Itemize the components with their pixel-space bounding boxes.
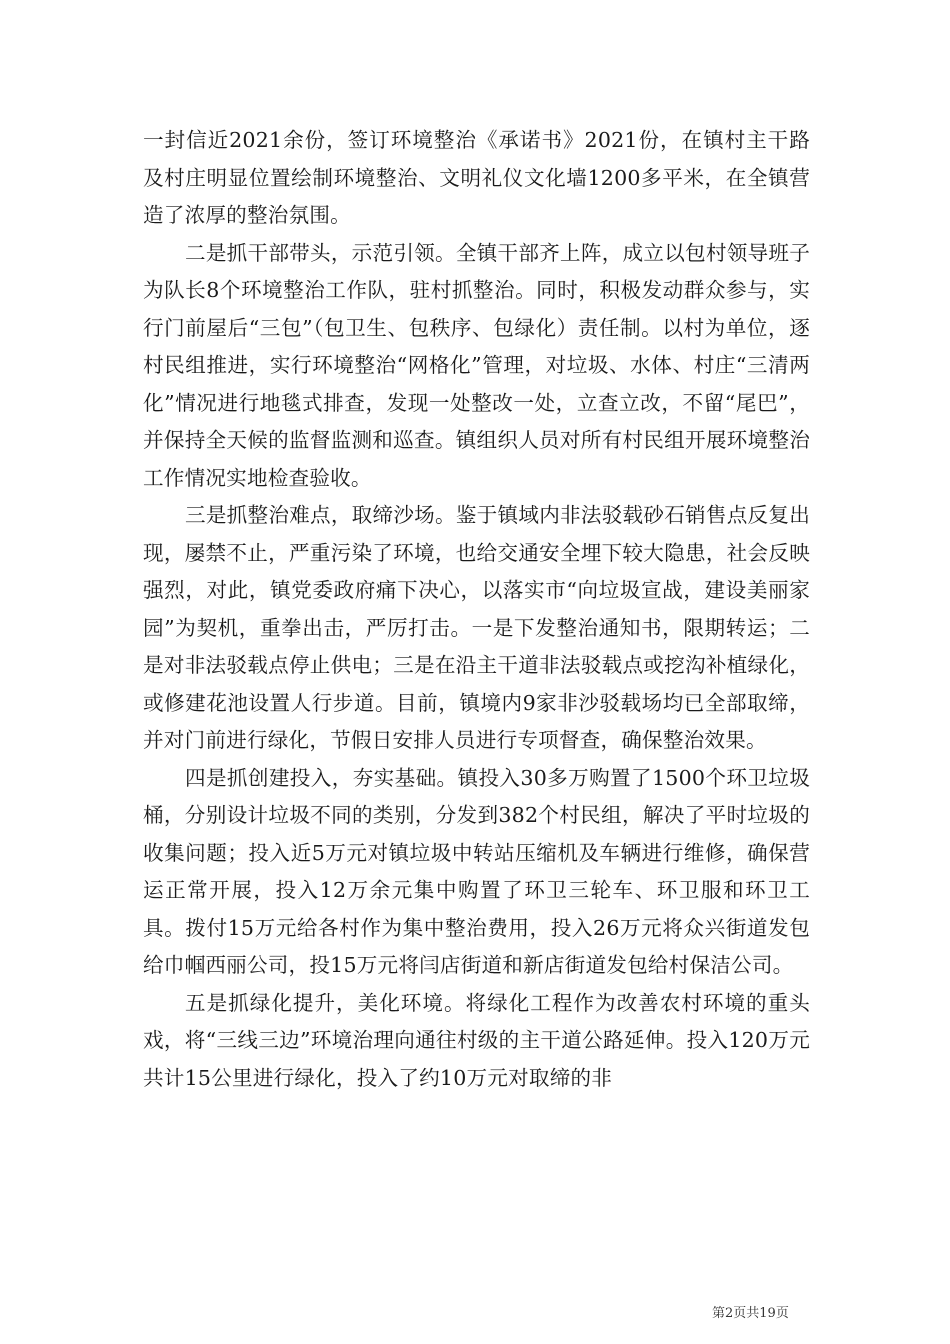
document-body	[143, 122, 810, 1097]
paragraph-2: 二是抓干部带头，示范引领。全镇干部齐上阵，成立以包村领导班子为队长8个环境整治工作队，驻村抓整治。同时，积极发动群众参与，实行门前屋后“三包”（包卫生、包秩序、包绿化）责任制。以村为单位，逐村民组推进，实行环境整治“网格化”管理，对垃圾、水体、村庄“三清两化”情况进行地毯式排查，发现一处整改一处，立查立改，不留“尾巴”，并保持全天候的监督监测和巡查。镇组织人员对所有村民组开展环境整治工作情况实地检查验收。	[143, 240, 810, 490]
paragraph-1: 一封信近2021余份，签订环境整治《承诺书》2021份，在镇村主干路及村庄明显位置绘制环境整治、文明礼仪文化墙1200多平米，在全镇营造了浓厚的整治氛围。	[143, 128, 810, 227]
paragraph-3: 三是抓整治难点，取缔沙场。鉴于镇域内非法驳载砂石销售点反复出现，屡禁不止，严重污染了环境，也给交通安全埋下较大隐患，社会反映强烈，对此，镇党委政府痛下决心，以落实市“向垃圾宣战，建设美丽家园”为契机，重拳出击，严厉打击。一是下发整治通知书，限期转运；二是对非法驳载点停止供电；三是在沿主干道非法驳载点或挖沟补植绿化，或修建花池设置人行步道。目前，镇境内9家非沙驳载场均已全部取缔，并对门前进行绿化，节假日安排人员进行专项督查，确保整治效果。	[143, 503, 810, 752]
paragraph-4: 四是抓创建投入，夯实基础。镇投入30多万购置了1500个环卫垃圾桶，分别设计垃圾不同的类别，分发到382个村民组，解决了平时垃圾的收集问题；投入近5万元对镇垃圾中转站压缩机及车辆进行维修，确保营运正常开展，投入12万余元集中购置了环卫三轮车、环卫服和环卫工具。拨付15万元给各村作为集中整治费用，投入26万元将众兴街道发包给巾帼西丽公司，投15万元将闫店街道和新店街道发包给村保洁公司。	[143, 765, 810, 977]
paragraph-5: 五是抓绿化提升，美化环境。将绿化工程作为改善农村环境的重头戏，将“三线三边”环境治理向通往村级的主干道公路延伸。投入120万元共计15公里进行绿化，投入了约10万元对取缔的非	[143, 990, 810, 1090]
page-number-footer: 第2页共19页	[712, 1306, 789, 1321]
